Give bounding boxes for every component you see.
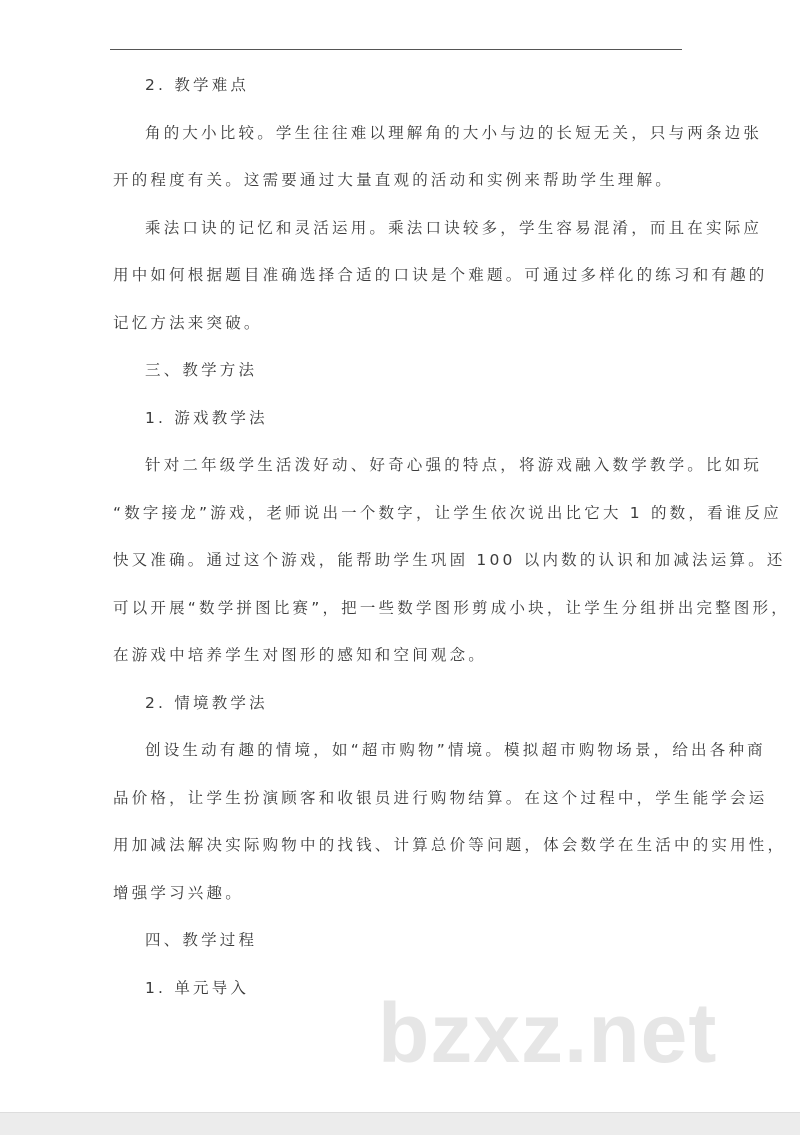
text-line: 1. 单元导入 xyxy=(145,978,250,997)
text-line: 2. 教学难点 xyxy=(145,76,250,94)
document-body xyxy=(113,73,790,1023)
text-line: 2. 情境教学法 xyxy=(145,693,268,712)
text-line: 用加减法解决实际购物中的找钱、计算总价等问题，体会数学在生活中的实用性， xyxy=(113,836,787,854)
header-rule xyxy=(110,49,682,50)
text-line: 开的程度有关。这需要通过大量直观的活动和实例来帮助学生理解。 xyxy=(113,171,675,189)
text-line: 1. 游戏教学法 xyxy=(145,408,268,427)
text-line: 三、教学方法 xyxy=(145,361,258,379)
text-line: 针对二年级学生活泼好动、好奇心强的特点，将游戏融入数学教学。比如玩 xyxy=(145,456,763,474)
text-line: 乘法口诀的记忆和灵活运用。乘法口诀较多，学生容易混淆，而且在实际应 xyxy=(145,218,763,237)
text-line: “数字接龙”游戏，老师说出一个数字，让学生依次说出比它大 1 的数，看谁反应 xyxy=(113,503,782,522)
text-line: 用中如何根据题目准确选择合适的口诀是个难题。可通过多样化的练习和有趣的 xyxy=(113,266,768,284)
text-line: 角的大小比较。学生往往难以理解角的大小与边的长短无关，只与两条边张 xyxy=(145,123,763,142)
text-line: 创设生动有趣的情境，如“超市购物”情境。模拟超市购物场景，给出各种商 xyxy=(145,741,766,759)
bottom-scroll-bar[interactable] xyxy=(0,1112,800,1135)
text-line: 快又准确。通过这个游戏，能帮助学生巩固 100 以内数的认识和加减法运算。还 xyxy=(113,551,786,569)
text-line: 在游戏中培养学生对图形的感知和空间观念。 xyxy=(113,646,488,664)
text-line: 品价格，让学生扮演顾客和收银员进行购物结算。在这个过程中，学生能学会运 xyxy=(113,788,768,807)
watermark: bzxz.net xyxy=(378,986,718,1080)
text-line: 增强学习兴趣。 xyxy=(113,883,244,902)
text-line: 记忆方法来突破。 xyxy=(113,313,263,332)
text-line: 四、教学过程 xyxy=(145,931,258,949)
text-line: 可以开展“数学拼图比赛”，把一些数学图形剪成小块，让学生分组拼出完整图形， xyxy=(113,598,790,617)
